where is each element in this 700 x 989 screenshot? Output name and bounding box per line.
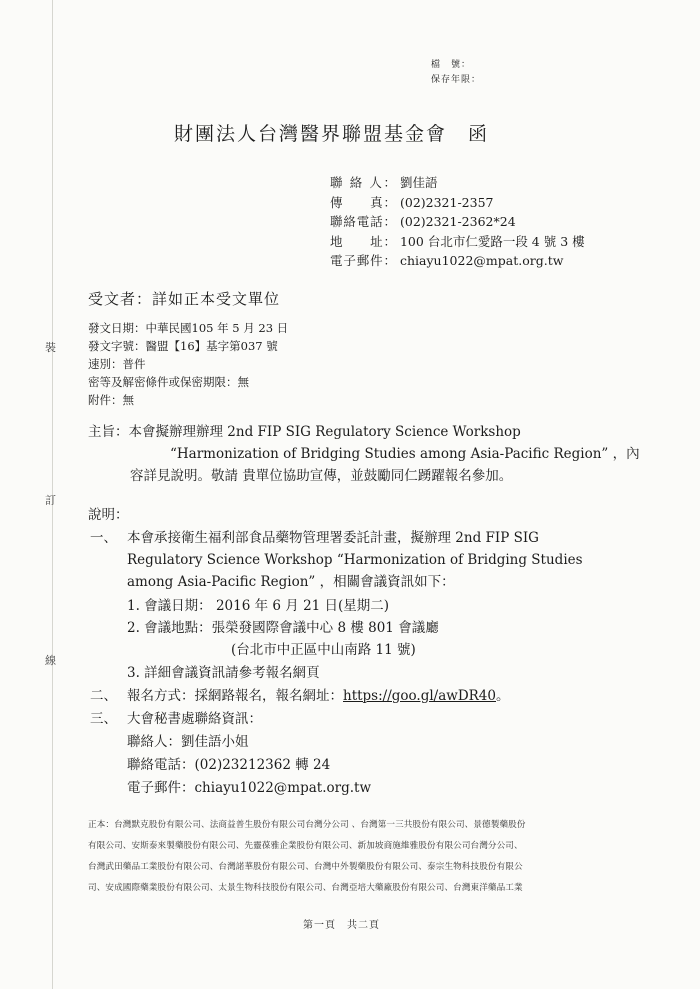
item2-line [127, 685, 510, 707]
item3-number: 三、 [90, 711, 117, 727]
document-title: 財團法人台灣醫界聯盟基金會 函 [174, 123, 490, 145]
secretariat-email: 電子郵件：chiayu1022@mpat.org.tw [127, 780, 372, 796]
contact-address-value: 100 台北市仁愛路一段 4 號 3 樓 [399, 233, 585, 249]
registration-link[interactable]: https://goo.gl/awDR40 [343, 688, 496, 704]
contact-person-value: 劉佳語 [399, 175, 438, 190]
explanation-heading: 說明： [88, 507, 129, 523]
contact-phone-value: (02)2321-2362*24 [399, 214, 516, 229]
contact-person-label: 聯 絡 人： [330, 175, 396, 190]
meeting-date: 1. 會議日期： 2016 年 6 月 21 日(星期二) [127, 598, 390, 614]
cc-list [88, 815, 526, 899]
item3-heading: 大會秘書處聯絡資訊： [127, 711, 262, 727]
speed-class: 速別：普件 [88, 357, 146, 371]
retention-label: 保存年限： [431, 75, 482, 85]
item1-line-2: Regulatory Science Workshop “Harmonization of Bridging Studies [127, 552, 583, 568]
registration-end: 。 [496, 688, 510, 704]
cc-line-1: 正本：台灣默克股份有限公司、法商益普生股份有限公司台灣分公司 、台灣第一三共股份有限公司、景德製藥股份 [88, 820, 526, 830]
contact-block [330, 173, 585, 271]
item1-line-1: 本會承接衛生福利部食品藥物管理署委託計畫，擬辦理 2nd FIP SIG [127, 530, 539, 546]
contact-email-value: chiayu1022@mpat.org.tw [399, 253, 564, 268]
contact-phone-label: 聯絡電話： [330, 214, 396, 229]
cc-line-2: 有限公司、安斯泰來製藥股份有限公司、先靈葆雅企業股份有限公司、新加坡商施維雅股份有限公司台灣分公司、 [88, 841, 523, 851]
contact-email-row [330, 251, 585, 271]
contact-fax-label: 傳 真： [330, 194, 396, 210]
meeting-venue: 2. 會議地點：張榮發國際會議中心 8 樓 801 會議廳 [127, 620, 439, 636]
cc-line-4: 司、安成國際藥業股份有限公司、太景生物科技股份有限公司、台灣亞培大藥廠股份有限公司、台灣東洋藥品工業 [88, 883, 523, 893]
secrecy-level: 密等及解密條件或保密期限：無 [88, 375, 249, 389]
page-footer: 第一頁 共二頁 [303, 920, 380, 931]
contact-address-row [330, 232, 585, 252]
subject-line-2: “Harmonization of Bridging Studies among Asia-Pacific Region” ，內 [170, 446, 640, 462]
meta-block [88, 319, 288, 409]
item1-number: 一、 [90, 530, 117, 546]
contact-address-label: 地 址： [330, 233, 396, 249]
cc-line-3: 台灣武田藥品工業股份有限公司、台灣諾華股份有限公司、台灣中外製藥股份有限公司、泰宗生物科技股份有限公 [88, 862, 523, 872]
file-number-label: 檔 號： [431, 60, 472, 70]
secretariat-phone: 聯絡電話：(02)23212362 轉 24 [127, 757, 331, 773]
subject-line-3: 容詳見說明。敬請 貴單位協助宣傳，並鼓勵同仁踴躍報名參加。 [130, 468, 513, 484]
contact-fax-value: (02)2321-2357 [399, 194, 494, 210]
meeting-info-note: 3. 詳細會議資訊請參考報名網頁 [127, 665, 320, 681]
binding-mark-top: 裝 [45, 341, 56, 354]
item1-line-3: among Asia-Pacific Region” ，相關會議資訊如下： [127, 574, 455, 590]
subject-line-1: 主旨：本會擬辦理辦理 2nd FIP SIG Regulatory Science Workshop [88, 424, 521, 440]
binding-mark-middle: 訂 [45, 494, 56, 507]
secretariat-contact: 聯絡人：劉佳語小姐 [127, 734, 249, 750]
contact-fax-row [330, 193, 585, 213]
contact-person-row [330, 173, 585, 193]
binding-mark-bottom: 線 [45, 654, 56, 667]
recipient-line: 受文者：詳如正本受文單位 [88, 290, 281, 308]
contact-phone-row [330, 212, 585, 232]
registration-text: 報名方式：採網路報名，報名網址： [127, 688, 343, 704]
issue-date: 發文日期：中華民國105 年 5 月 23 日 [88, 321, 289, 335]
attachments: 附件：無 [88, 393, 134, 407]
issue-number: 發文字號：醫盟【16】基字第037 號 [88, 339, 278, 353]
meeting-venue-address: (台北市中正區中山南路 11 號) [231, 642, 416, 658]
item2-number: 二、 [90, 688, 117, 704]
contact-email-label: 電子郵件： [330, 253, 396, 268]
